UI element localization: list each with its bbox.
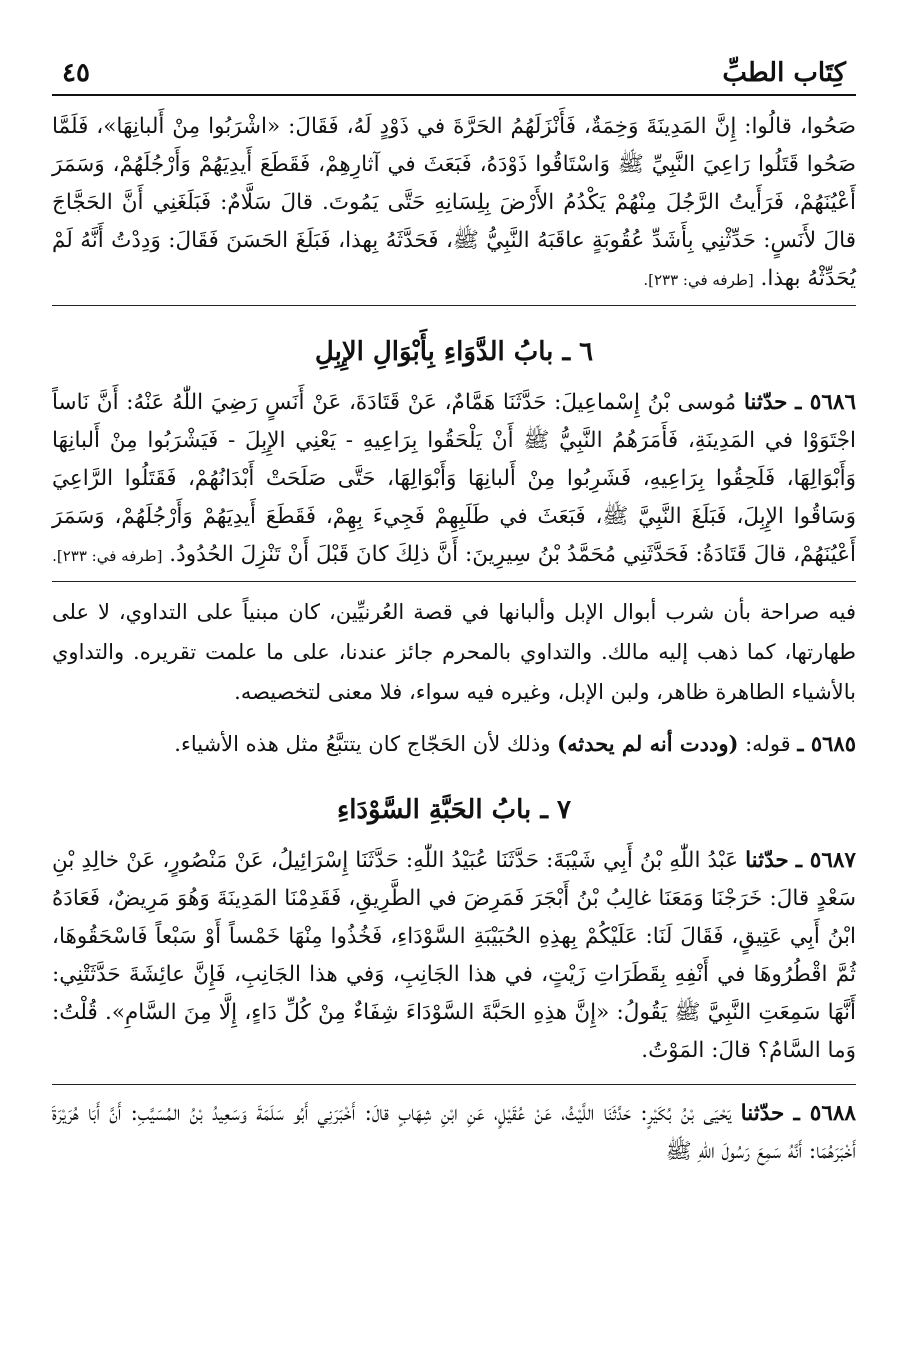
- book-title: كِتَاب الطبِّ: [722, 58, 846, 88]
- hadith-5688-lead: حدّثنا: [740, 1101, 785, 1126]
- hadith-5686-body: مُوسى بْنُ إِسْماعِيلَ: حَدَّثَنَا هَمَّامٌ، عَنْ قَتَادَةَ، عَنْ أَنَسٍ رَضِيَ اللّٰهُ عَنْهُ: أَنَّ نَاساً اجْتَوَوْا في المَدِينَةِ، فَأَمَرَهُمُ النَّبِيُّ ﷺ أَنْ يَلْحَقُوا بِرَاعِيهِ - يَعْنِي الإِبِلَ - فَيَشْرَبُوا مِنْ أَلبانِهَا وَأَبْوَالِهَا، فَلَحِقُوا بِرَاعِيهِ، فَشَرِبُوا مِنْ أَلبانِهَا وَأَبْوَالِهَا، حَتَّى صَلَحَتْ أَبْدَانُهُمْ، فَقَتَلُوا الرَّاعِيَ وَسَاقُوا الإِبِلَ، فَبَلَغَ النَّبِيَّ ﷺ، فَبَعَثَ في طَلَبِهِمْ فَجِيءَ بِهِمْ، فَقَطَعَ أَيدِيَهُمْ وَأَرْجُلَهُمْ، وَسَمَرَ أَعْيُنَهُمْ، قالَ قَتَادَةُ: فَحَدَّثَنِي مُحَمَّدُ بْنُ سِيرِينَ: أَنَّ ذلِكَ كانَ قَبْلَ أَنْ تَنْزِلَ الحُدُودُ.: [52, 390, 856, 567]
- top-paragraph-ref: [طرفه في: ٢٣٣].: [643, 271, 754, 289]
- chapter-6-heading: ٦ ـ بابُ الدَّوَاءِ بِأَبْوَالِ الإِبِلِ: [314, 337, 594, 367]
- commentary-1: فيه صراحة بأن شرب أبوال الإبل وألبانها في قصة العُرنيِّين، كان مبنياً على التداوي، لا على طهارتها، كما ذهب إليه مالك. والتداوي بالمحرم جائز عندنا، على ما علمت تقريره. والتداوي بالأشياء الطاهرة ظاهر، ولبن الإبل، وغيره فيه سواء، فلا معنى لتخصيصه.: [52, 600, 856, 704]
- hadith-5687: [52, 842, 856, 1076]
- hadith-5687-text: [52, 842, 856, 1070]
- top-paragraph: [52, 108, 856, 299]
- hadith-5688-number: ٥٦٨٨ ـ: [793, 1101, 856, 1126]
- hadith-5686-ref: [طرفه في: ٢٣٣].: [52, 547, 163, 565]
- hadith-5687-body: عَبْدُ اللّٰهِ بْنُ أَبِي شَيْبَةَ: حَدَّثَنَا عُبَيْدُ اللّٰهِ: حَدَّثَنَا إِسْرَائِيلُ، عَنْ مَنْصُورٍ، عَنْ خالِدِ بْنِ سَعْدٍ قالَ: خَرَجْنَا وَمَعَنَا غالِبُ بْنُ أَبْجَرَ فَمَرِضَ في الطَّرِيقِ، فَقَدِمْنَا المَدِينَةَ وَهُوَ مَرِيضٌ، فَعَادَهُ ابْنُ أَبِي عَتِيقٍ، فَقَالَ لَنَا: عَلَيْكُمْ بِهذِهِ الحُبَيْبَةِ السَّوْدَاءِ، فَخُذُوا مِنْهَا خَمْساً أَوْ سَبْعاً فَاسْحَقُوهَا، ثُمَّ اقْطُرُوهَا في أَنْفِهِ بِقَطَرَاتِ زَيْتٍ، في هذا الجَانِبِ، وَفي هذا الجَانِبِ، فَإِنَّ عائِشَةَ حَدَّثَتْنِي: أَنَّهَا سَمِعَتِ النَّبِيَّ ﷺ يَقُولُ: «إِنَّ هذِهِ الحَبَّةَ السَّوْدَاءَ شِفَاءٌ مِنْ كُلِّ دَاءٍ، إِلَّا مِنَ السَّامِ». قُلْتُ: وَما السَّامُ؟ قالَ: المَوْتُ.: [52, 848, 856, 1063]
- commentary-2-prefix: قوله:: [745, 732, 791, 756]
- hadith-5686: [52, 384, 856, 582]
- commentary-2-quote: (وددت أنه لم يحدثه): [557, 731, 739, 756]
- page-content: [52, 108, 856, 1171]
- commentary-2: [52, 712, 856, 764]
- hadith-5687-lead: حدّثنا: [745, 848, 789, 873]
- chapter-7-heading: ٧ ـ بابُ الحَبَّةِ السَّوْدَاءِ: [337, 795, 571, 825]
- commentary-2-number: ٥٦٨٥ ـ: [797, 731, 856, 756]
- hadith-5688: [52, 1084, 856, 1171]
- commentary-2-rest: وذلك لأن الحَجّاج كان يتتبَّعُ مثل هذه الأشياء.: [174, 732, 551, 756]
- top-paragraph-text: صَحُوا، قالُوا: إِنَّ المَدِينَةَ وَخِمَةٌ، فَأَنْزَلَهُمُ الحَرَّةَ في ذَوْدٍ لَهُ، فَقَالَ: «اشْرَبُوا مِنْ أَلبانِهَا»، فَلَمَّا صَحُوا قَتَلُوا رَاعِيَ النَّبِيِّ ﷺ وَاسْتَاقُوا ذَوْدَهُ، فَبَعَثَ في آثارِهِمْ، فَقَطَعَ أَيدِيَهُمْ وَأَرْجُلَهُمْ، وَسَمَرَ أَعْيُنَهُمْ، فَرَأَيتُ الرَّجُلَ مِنْهُمْ يَكْدُمُ الأَرْضَ بِلِسَانِهِ حَتَّى يَمُوتَ. قالَ سَلَّامٌ: فَبَلَغَنِي أَنَّ الحَجَّاجَ قالَ لأَنَسٍ: حَدِّثْنِي بِأَشَدِّ عُقُوبَةٍ عاقَبَهُ النَّبِيُّ ﷺ، فَحَدَّثَهُ بِهذا، فَبَلَغَ الحَسَنَ فَقَالَ: وَدِدْتُ أَنَّهُ لَمْ يُحَدِّثْهُ بهذا.: [52, 114, 856, 291]
- page-number: ٤٥: [62, 58, 90, 88]
- top-section: [52, 108, 856, 306]
- hadith-5686-lead: حدّثنا: [743, 390, 788, 415]
- hadith-5686-text: [52, 384, 856, 575]
- hadith-5688-text: [52, 1095, 856, 1171]
- hadith-5686-number: ٥٦٨٦ ـ: [795, 390, 856, 415]
- page-header: [52, 48, 856, 96]
- hadith-5688-body: يَحْيَى بْنُ بُكَيْرٍ: حَدَّثَنَا اللَّيْثُ، عَنْ عُقَيْلٍ، عَنِ ابْنِ شِهَابٍ قالَ: أَخْبَرَنِي أَبُو سَلَمَةَ وَسَعِيدُ بْنُ المُسَيَّبِ: أَنَّ أَبَا هُرَيْرَةَ أَخْبَرَهُمَا: أَنَّهُ سَمِعَ رَسُولَ اللّٰهِ ﷺ: [52, 1101, 856, 1164]
- hadith-5687-number: ٥٦٨٧ ـ: [795, 848, 856, 873]
